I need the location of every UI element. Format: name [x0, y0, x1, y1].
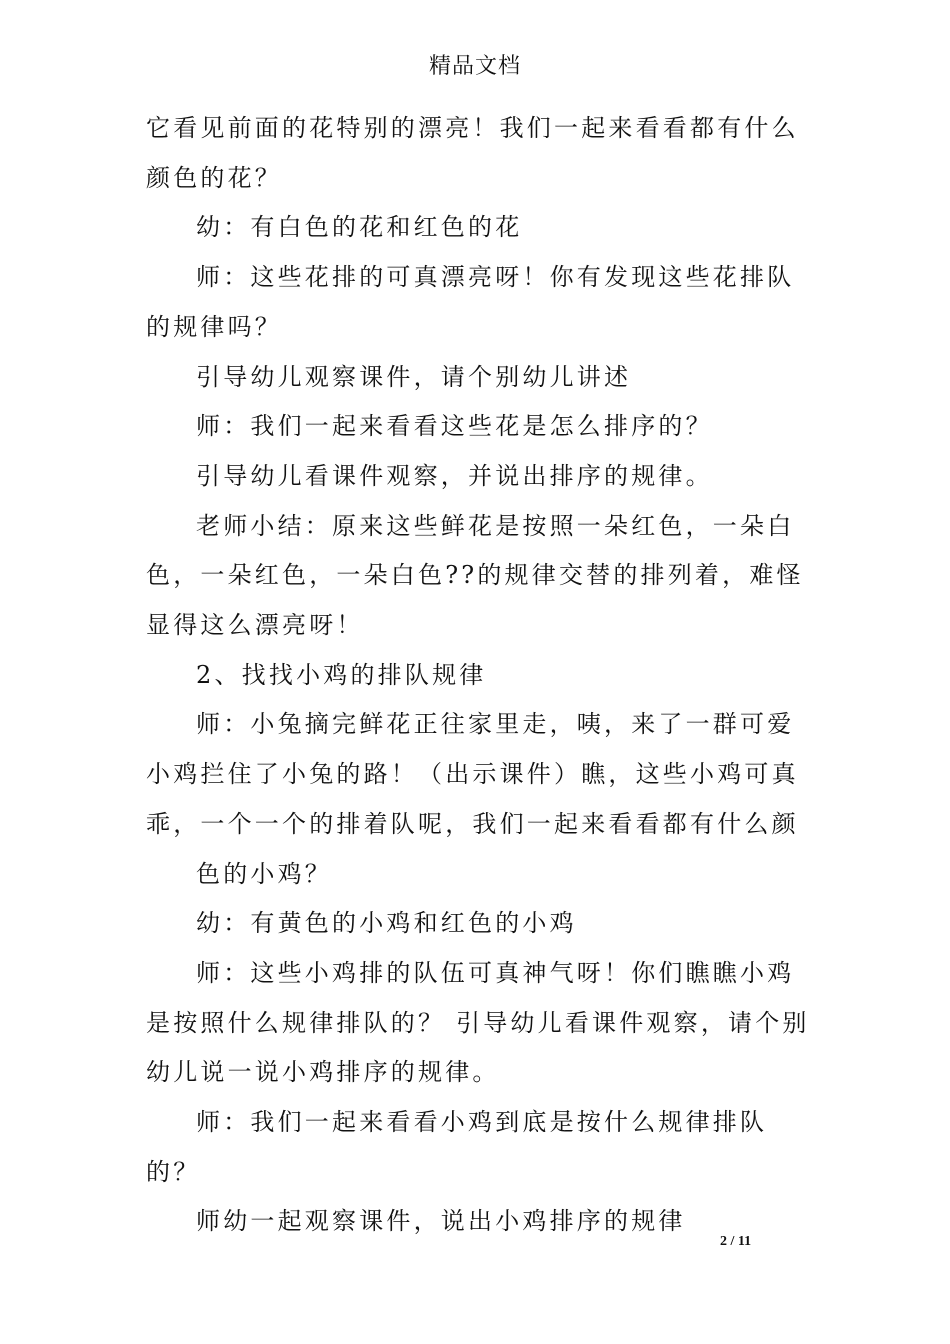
section-heading: 2、找找小鸡的排队规律	[196, 660, 487, 689]
paragraph: 师幼一起观察课件，说出小鸡排序的规律	[196, 1207, 686, 1236]
paragraph: 师：我们一起来看看这些花是怎么排序的？	[196, 412, 713, 441]
paragraph: 它看见前面的花特别的漂亮！我们一起来看看都有什么颜色的花？	[146, 114, 799, 192]
paragraph: 师：这些小鸡排的队伍可真神气呀！你们瞧瞧小鸡是按照什么规律排队的？ 引导幼儿看课件观察，请个别幼儿说一说小鸡排序的规律。	[146, 958, 810, 1087]
paragraph: 师：这些花排的可真漂亮呀！你有发现这些花排队的规律吗？	[146, 263, 795, 341]
paragraph: 师：我们一起来看看小鸡到底是按什么规律排队的？	[146, 1108, 768, 1186]
paragraph: 幼：有白色的花和红色的花	[196, 213, 523, 242]
page-number: 2 / 11	[720, 1234, 752, 1249]
paragraph: 引导幼儿观察课件，请个别幼儿讲述	[196, 362, 632, 391]
paragraph: 幼：有黄色的小鸡和红色的小鸡	[196, 909, 577, 938]
paragraph: 老师小结：原来这些鲜花是按照一朵红色，一朵白色，一朵红色，一朵白色??的规律交替的排列着，难怪显得这么漂亮呀！	[146, 511, 804, 640]
page-header: 精品文档	[428, 54, 521, 79]
paragraph: 师：小兔摘完鲜花正往家里走，咦，来了一群可爱小鸡拦住了小兔的路！（出示课件）瞧，这些小鸡可真乖，一个一个的排着队呢，我们一起来看看都有什么颜	[146, 710, 799, 838]
paragraph: 色的小鸡？	[196, 859, 332, 888]
paragraph: 引导幼儿看课件观察，并说出排序的规律。	[196, 461, 713, 490]
document-body	[146, 104, 810, 1247]
